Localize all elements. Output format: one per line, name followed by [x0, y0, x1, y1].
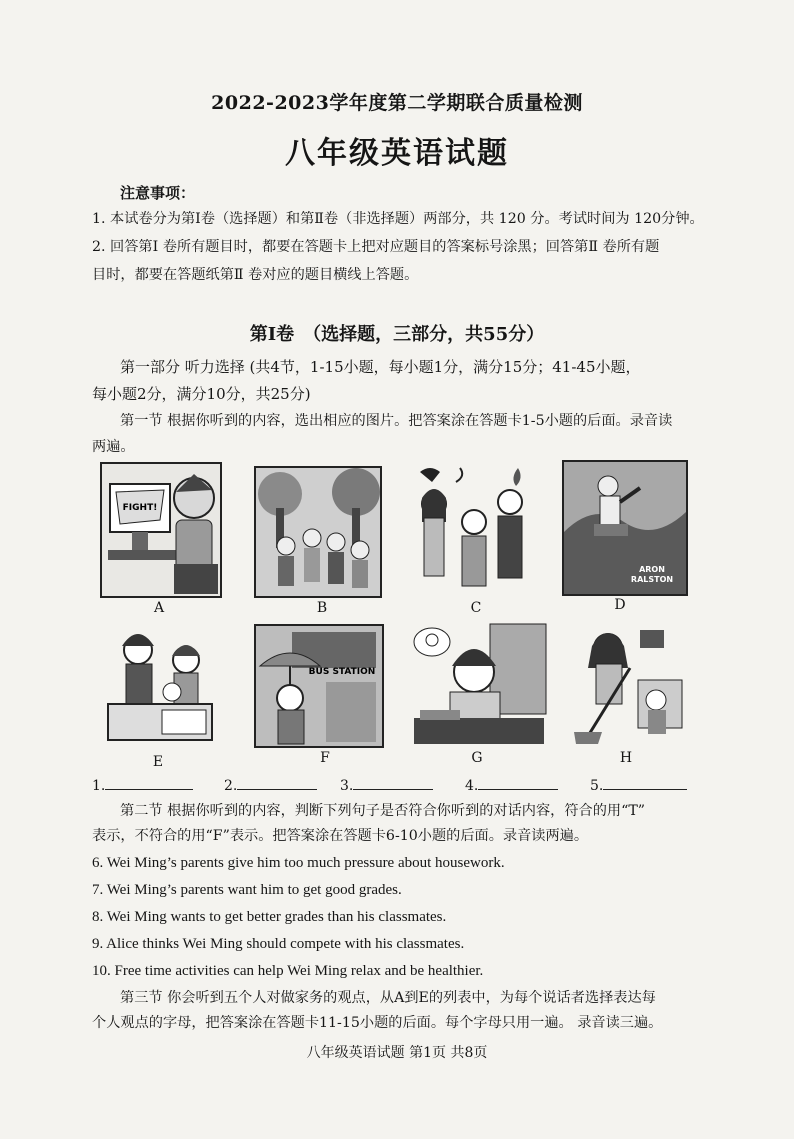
sub-2-line-a: 第二节 根据你听到的内容，判断下列句子是否符合你听到的对话内容，符合的用“T”	[120, 803, 646, 819]
exam-title: 2022-2023学年度第二学期联合质量检测	[211, 92, 583, 114]
sub-3-line-b: 个人观点的字母，把答案涂在答题卡11-15小题的后面。每个字母只用一遍。 录音读三遍。	[92, 1015, 663, 1031]
answer-blank-3[interactable]: 3.	[340, 775, 433, 794]
picture-label-f: F	[320, 750, 330, 766]
picture-label-b: B	[316, 600, 328, 616]
computer-game-picture	[100, 462, 222, 598]
statement-9: 9. Alice thinks Wei Ming should compete with his classmates.	[92, 936, 465, 952]
sub-1-line-a: 第一节 根据你听到的内容，选出相应的图片。把答案涂在答题卡1-5小题的后面。录音读	[120, 413, 673, 429]
answer-blank-1[interactable]: 1.	[92, 775, 193, 794]
picture-label-e: E	[152, 754, 164, 770]
answer-blank-5[interactable]: 5.	[590, 775, 687, 794]
sub-1-line-b: 两遍。	[92, 439, 135, 455]
notes-heading: 注意事项：	[120, 184, 196, 202]
sweeping-picture	[566, 622, 690, 754]
fight-caption: FIGHT!	[122, 503, 158, 513]
note-line-3: 目时，都要在答题纸第Ⅱ 卷对应的题目横线上答题。	[92, 267, 419, 283]
statement-6: 6. Wei Ming’s parents give him too much pressure about housework.	[92, 855, 505, 871]
dishwashing-picture	[100, 624, 220, 754]
picture-label-d: D	[614, 597, 626, 613]
note-line-1: 1. 本试卷分为第Ⅰ卷（选择题）和第Ⅱ卷（非选择题）两部分，共 120 分。考试时间为 120分钟。	[92, 211, 704, 227]
part-1-line-b: 每小题2分，满分10分，共25分)	[92, 385, 311, 403]
quarrel-picture	[408, 460, 540, 596]
note-line-2: 2. 回答第Ⅰ 卷所有题目时，都要在答题卡上把对应题目的答案标号涂黑；回答第Ⅱ 卷所有题	[92, 239, 660, 255]
exam-subtitle: 八年级英语试题	[285, 136, 509, 171]
answer-blank-4[interactable]: 4.	[465, 775, 558, 794]
sub-3-line-a: 第三节 你会听到五个人对做家务的观点，从A到E的列表中，为每个说话者选择表达每	[120, 990, 656, 1006]
statement-8: 8. Wei Ming wants to get better grades than his classmates.	[92, 909, 447, 925]
sub-2-line-b: 表示，不符合的用“F”表示。把答案涂在答题卡6-10小题的后面。录音读两遍。	[92, 828, 589, 844]
picture-label-c: C	[470, 600, 482, 616]
climber-picture	[562, 460, 688, 596]
children-park-picture	[254, 466, 382, 598]
bus-station-caption: BUS STATION	[308, 667, 376, 677]
part-1-line-a: 第一部分 听力选择 (共4节，1-15小题，每小题1分，满分15分；41-45小题，	[120, 358, 641, 376]
picture-label-g: G	[471, 750, 483, 766]
ralston-caption: RALSTON	[630, 575, 674, 584]
picture-label-a: A	[153, 600, 165, 616]
section-1-heading: 第Ⅰ卷 （选择题，三部分，共55分）	[249, 324, 545, 345]
aron-caption: ARON	[639, 565, 665, 574]
statement-10: 10. Free time activities can help Wei Ming relax and be healthier.	[92, 963, 484, 979]
bus-station-picture	[254, 624, 384, 748]
picture-label-h: H	[619, 750, 633, 766]
page-footer: 八年级英语试题 第1页 共8页	[306, 1045, 488, 1061]
studying-picture	[408, 618, 550, 750]
answer-blank-2[interactable]: 2.	[224, 775, 317, 794]
statement-7: 7. Wei Ming’s parents want him to get good grades.	[92, 882, 402, 898]
